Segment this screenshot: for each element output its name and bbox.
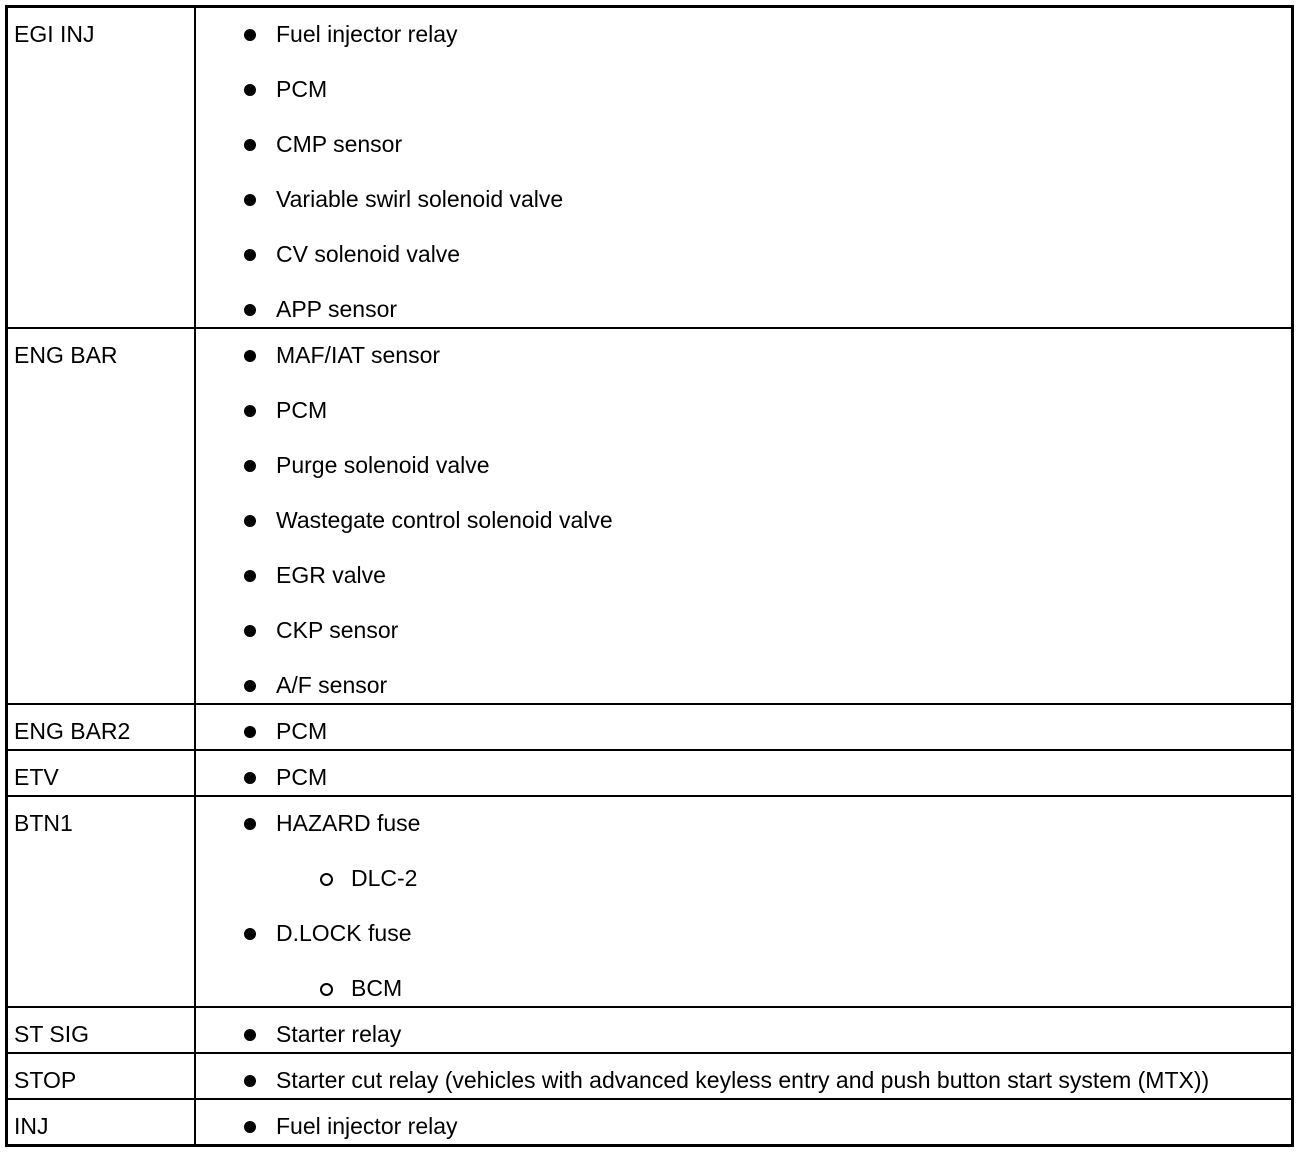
- filled-bullet-icon: [244, 818, 256, 830]
- component-label: Starter cut relay (vehicles with advanced keyless entry and push button start system (MTX)): [276, 1067, 1210, 1093]
- fuse-row: [7, 1053, 1293, 1099]
- fuse-name: ENG BAR: [14, 342, 118, 368]
- filled-bullet-icon: [244, 304, 256, 316]
- hollow-bullet-icon: [320, 873, 333, 886]
- fuse-row: [7, 704, 1293, 750]
- filled-bullet-icon: [244, 680, 256, 692]
- component-label: Purge solenoid valve: [276, 452, 490, 478]
- fuse-name-cell: [7, 1053, 196, 1099]
- component-item: [196, 1021, 1291, 1048]
- filled-bullet-icon: [244, 515, 256, 527]
- component-list: [196, 1021, 1291, 1048]
- filled-bullet-icon: [244, 84, 256, 96]
- filled-bullet-icon: [244, 405, 256, 417]
- filled-bullet-icon: [244, 460, 256, 472]
- filled-bullet-icon: [244, 726, 256, 738]
- component-label: EGR valve: [276, 562, 386, 588]
- filled-bullet-icon: [244, 1121, 256, 1133]
- component-label: PCM: [276, 76, 328, 102]
- protected-components-cell: [195, 328, 1293, 704]
- component-item: [196, 507, 1291, 534]
- sub-component-label: BCM: [351, 975, 403, 1001]
- component-list: [196, 1113, 1291, 1140]
- component-item: [196, 920, 1291, 1002]
- filled-bullet-icon: [244, 570, 256, 582]
- component-item: [196, 562, 1291, 589]
- component-label: PCM: [276, 397, 328, 423]
- filled-bullet-icon: [244, 139, 256, 151]
- fuse-table-body: [7, 7, 1293, 1146]
- fuse-name: ST SIG: [14, 1021, 89, 1047]
- component-item: [196, 1113, 1291, 1140]
- component-item: [196, 672, 1291, 699]
- component-label: PCM: [276, 718, 328, 744]
- fuse-row: [7, 1007, 1293, 1053]
- component-list: [196, 21, 1291, 323]
- component-list: [196, 718, 1291, 745]
- component-label: Wastegate control solenoid valve: [276, 507, 613, 533]
- fuse-circuit-table: [5, 5, 1294, 1147]
- component-label: D.LOCK fuse: [276, 920, 412, 946]
- filled-bullet-icon: [244, 1029, 256, 1041]
- component-label: A/F sensor: [276, 672, 388, 698]
- fuse-row: [7, 328, 1293, 704]
- filled-bullet-icon: [244, 194, 256, 206]
- filled-bullet-icon: [244, 928, 256, 940]
- component-item: [196, 617, 1291, 644]
- component-item: [196, 342, 1291, 369]
- hollow-bullet-icon: [320, 983, 333, 996]
- fuse-name: BTN1: [14, 810, 73, 836]
- protected-components-cell: [195, 750, 1293, 796]
- component-label: Variable swirl solenoid valve: [276, 186, 564, 212]
- sub-component-label: DLC-2: [351, 865, 418, 891]
- filled-bullet-icon: [244, 1075, 256, 1087]
- protected-components-cell: [195, 1007, 1293, 1053]
- protected-components-cell: [195, 1099, 1293, 1146]
- fuse-row: [7, 796, 1293, 1007]
- component-item: [196, 241, 1291, 268]
- sub-component-list: [276, 975, 1231, 1002]
- fuse-name: ETV: [14, 764, 59, 790]
- component-label: Starter relay: [276, 1021, 402, 1047]
- component-item: [196, 764, 1291, 791]
- filled-bullet-icon: [244, 350, 256, 362]
- fuse-name: ENG BAR2: [14, 718, 131, 744]
- component-label: CKP sensor: [276, 617, 399, 643]
- fuse-name-cell: [7, 704, 196, 750]
- component-item: [196, 76, 1291, 103]
- fuse-name: INJ: [14, 1113, 49, 1139]
- sub-component-item: [276, 975, 1231, 1002]
- sub-component-list: [276, 865, 1231, 892]
- component-list: [196, 764, 1291, 791]
- component-label: Fuel injector relay: [276, 1113, 458, 1139]
- filled-bullet-icon: [244, 772, 256, 784]
- fuse-name: STOP: [14, 1067, 77, 1093]
- fuse-row: [7, 7, 1293, 329]
- fuse-name-cell: [7, 750, 196, 796]
- component-label: HAZARD fuse: [276, 810, 421, 836]
- protected-components-cell: [195, 7, 1293, 329]
- component-item: [196, 1067, 1291, 1094]
- fuse-name: EGI INJ: [14, 21, 95, 47]
- protected-components-cell: [195, 704, 1293, 750]
- component-label: MAF/IAT sensor: [276, 342, 441, 368]
- fuse-row: [7, 750, 1293, 796]
- filled-bullet-icon: [244, 249, 256, 261]
- component-item: [196, 186, 1291, 213]
- component-item: [196, 810, 1291, 892]
- component-list: [196, 1067, 1291, 1094]
- filled-bullet-icon: [244, 29, 256, 41]
- fuse-row: [7, 1099, 1293, 1146]
- component-list: [196, 342, 1291, 699]
- component-item: [196, 452, 1291, 479]
- component-item: [196, 131, 1291, 158]
- component-label: PCM: [276, 764, 328, 790]
- fuse-name-cell: [7, 1007, 196, 1053]
- protected-components-cell: [195, 1053, 1293, 1099]
- component-item: [196, 718, 1291, 745]
- component-label: CV solenoid valve: [276, 241, 461, 267]
- fuse-name-cell: [7, 7, 196, 329]
- filled-bullet-icon: [244, 625, 256, 637]
- fuse-name-cell: [7, 328, 196, 704]
- component-item: [196, 21, 1291, 48]
- sub-component-item: [276, 865, 1231, 892]
- component-item: [196, 296, 1291, 323]
- component-item: [196, 397, 1291, 424]
- protected-components-cell: [195, 796, 1293, 1007]
- component-list: [196, 810, 1291, 1002]
- fuse-name-cell: [7, 1099, 196, 1146]
- component-label: Fuel injector relay: [276, 21, 458, 47]
- component-label: APP sensor: [276, 296, 398, 322]
- component-label: CMP sensor: [276, 131, 403, 157]
- fuse-name-cell: [7, 796, 196, 1007]
